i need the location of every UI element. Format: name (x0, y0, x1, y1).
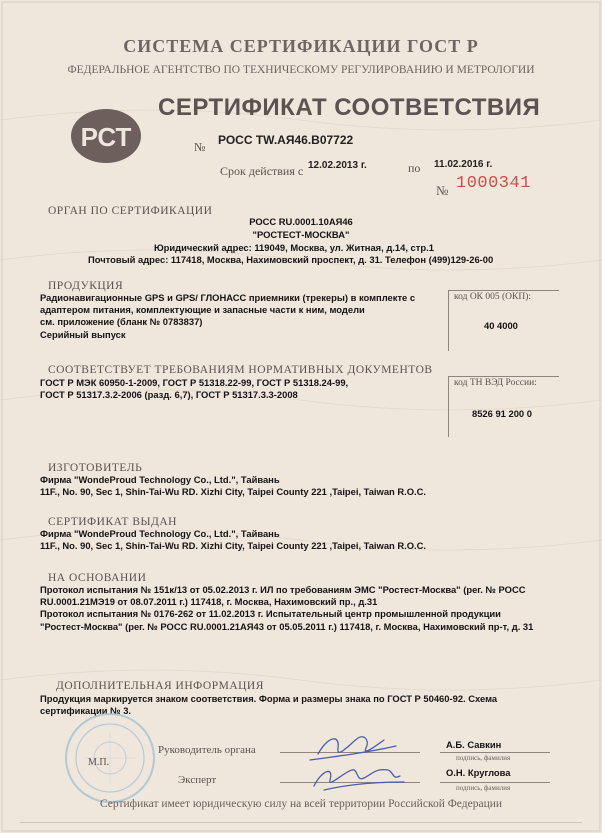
head-name: А.Б. Савкин (446, 739, 502, 750)
agency-title: ФЕДЕРАЛЬНОЕ АГЕНТСТВО ПО ТЕХНИЧЕСКОМУ РЕГУЛИРОВАНИЮ И МЕТРОЛОГИИ (67, 64, 535, 76)
product-line: адаптером питания, комплектующие и запасные части к ним, модели (40, 304, 365, 316)
serial-number: 1000341 (456, 174, 531, 193)
product-description (40, 292, 415, 341)
expert-caption: подпись, фамилия (456, 784, 511, 792)
standards-list (40, 377, 348, 401)
additional-line: Продукция маркируется знаком соответствия. Форма и размеры знака по ГОСТ Р 50460-92. Схема (40, 693, 498, 704)
manufacturer-label: ИЗГОТОВИТЕЛЬ (48, 462, 143, 474)
certification-body-code: РОСС RU.0001.10АЯ46 (249, 216, 353, 227)
certification-body-name: "РОСТЕСТ-МОСКВА" (252, 229, 350, 240)
handwritten-signatures (300, 726, 410, 796)
serial-label: № (436, 183, 449, 198)
valid-from: 12.02.2013 г. (308, 160, 367, 171)
rst-logo (70, 108, 142, 164)
standards-label: СООТВЕТСТВУЕТ ТРЕБОВАНИЯМ НОРМАТИВНЫХ ДОКУМЕНТОВ (48, 364, 433, 376)
expert-name-line (440, 782, 550, 783)
additional-line: сертификации № 3. (40, 705, 132, 717)
basis-line: Протокол испытания № 151к/13 от 05.02.2013 г. ИЛ по требованиям ЭМС "Ростест-Москва" (рег. № РОСС (40, 584, 526, 595)
manufacturer-line: 11F., No. 90, Sec 1, Shin-Tai-Wu RD. Xizhi City, Taipei County 221 ,Taipei, Taiwan R.O.C. (40, 486, 427, 498)
seal-label: М.П. (88, 757, 110, 768)
to-label: по (408, 161, 421, 175)
okp-value: 40 4000 (484, 320, 518, 331)
tnved-label: код ТН ВЭД России: (454, 378, 537, 388)
certificate-title: СЕРТИФИКАТ СООТВЕТСТВИЯ (158, 94, 541, 121)
validity-label: Срок действия с (220, 164, 304, 178)
basis-line: Протокол испытания № 0176-262 от 11.02.2013 г. Испытательный центр промышленной продукции (40, 608, 501, 620)
product-line: Серийный выпуск (40, 328, 126, 340)
number-label: № (194, 140, 206, 154)
certification-body-label: ОРГАН ПО СЕРТИФИКАЦИИ (48, 205, 213, 217)
issued-to-label: СЕРТИФИКАТ ВЫДАН (48, 516, 177, 528)
additional-info-label: ДОПОЛНИТЕЛЬНАЯ ИНФОРМАЦИЯ (56, 680, 264, 692)
expert-name: О.Н. Круглова (446, 767, 511, 778)
manufacturer-info (40, 474, 426, 498)
issued-to-line: Фирма "WondeProud Technology Co., Ltd.", Тайвань (40, 528, 280, 539)
expert-label: Эксперт (178, 774, 217, 786)
manufacturer-line: Фирма "WondeProud Technology Co., Ltd.", Тайвань (40, 474, 280, 485)
basis-info (40, 584, 533, 633)
stamp-seal (64, 712, 156, 804)
system-title: СИСТЕМА СЕРТИФИКАЦИИ ГОСТ Р (123, 36, 479, 56)
footer-note: Сертификат имеет юридическую силу на всей территории Российской Федерации (99, 798, 503, 810)
valid-to: 11.02.2016 г. (434, 159, 493, 170)
head-label: Руководитель органа (158, 744, 256, 756)
standards-line: ГОСТ Р МЭК 60950-1-2009, ГОСТ Р 51318.22-99, ГОСТ Р 51318.24-99, (40, 377, 349, 388)
basis-line: "Ростест-Москва" (рег. № РОСС RU.0001.21АЯ43 от 05.05.2011 г.) 117418, г. Москва, Нахимовский пр-т, д. 31 (40, 620, 534, 632)
okp-label: код ОК 005 (ОКП): (454, 292, 532, 302)
issued-to-line: 11F., No. 90, Sec 1, Shin-Tai-Wu RD. Xizhi City, Taipei County 221 ,Taipei, Taiwan R.O.C. (40, 540, 427, 552)
logo-lettering: РСТ (80, 122, 132, 152)
postal-address: Почтовый адрес: 117418, Москва, Нахимовский проспект, д. 31. Телефон (499)129-26-00 (88, 254, 494, 265)
footer-rule (20, 822, 582, 823)
head-name-line (440, 752, 550, 753)
tnved-value: 8526 91 200 0 (472, 408, 532, 419)
legal-address: Юридический адрес: 119049, Москва, ул. Житная, д.14, стр.1 (154, 242, 434, 253)
standards-line: ГОСТ Р 51317.3.2-2006 (разд. 6,7), ГОСТ Р 51317.3.3-2008 (40, 389, 298, 401)
product-line: Радионавигационные GPS и GPS/ ГЛОНАСС приемники (трекеры) в комплекте с (40, 292, 416, 303)
basis-line: RU.0001.21МЭ19 от 08.07.2011 г.) 117418, г. Москва, Нахимовский пр., д.31 (40, 596, 378, 608)
product-label: ПРОДУКЦИЯ (48, 280, 124, 292)
product-line: см. приложение (бланк № 0783837) (40, 316, 203, 328)
basis-label: НА ОСНОВАНИИ (48, 572, 147, 584)
certificate-number: РОСС TW.АЯ46.В07722 (218, 133, 354, 147)
issued-to-info (40, 528, 426, 552)
head-caption: подпись, фамилия (456, 754, 511, 762)
